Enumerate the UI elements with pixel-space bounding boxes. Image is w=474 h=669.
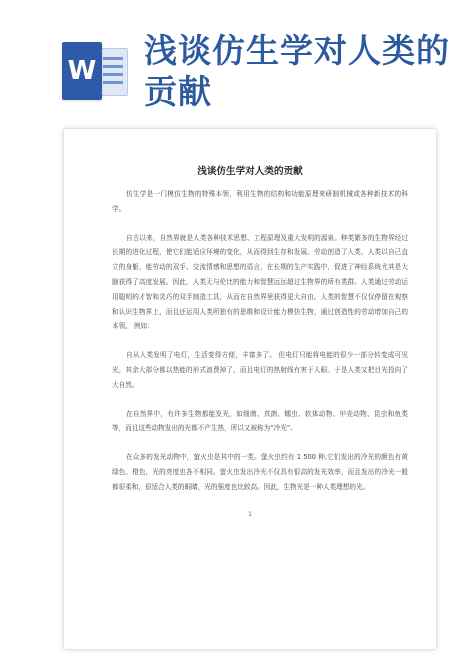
page-number: 1 <box>248 511 252 518</box>
header-banner <box>0 0 474 120</box>
paragraph-electric-light: 自从人类发明了电灯，生活变得方便，丰富多了。 但电灯只能将电能的很少一部分转变成可见光，其余大部分都以热能的形式浪费掉了，而且电灯的热射线有害于人眼。于是人类又把目光投向了大自然。 <box>112 351 408 389</box>
document-page <box>64 129 436 649</box>
page-title: 浅谈仿生学对人类的贡献 <box>144 31 450 111</box>
paragraph-firefly: 在众多的发光动物中，萤火虫是其中的一类。萤火虫约有 1 500 种,它们发出的冷光的颜色有黄绿色、橙色，光的亮度也各不相同。萤火虫发出冷光不仅具有很高的发光效率，而且发出的冷光一般都很柔和，很适合人类的眼睛，光的强度也比较高。因此，生物光是一种人类理想的光。 <box>112 453 408 491</box>
paragraph-intro: 仿生学是一门模仿生物的特殊本领，利用生物的结构和功能原理来研制机械或各种新技术的科学。 <box>112 190 408 213</box>
word-tile <box>62 42 102 100</box>
paragraph-nature: 自古以来，自然界就是人类各种技术思想、工程原理及重大发明的源泉。种类繁多的生物界经过长期的进化过程，使它们能适应环境的变化，从而得到生存和发展。劳动创造了人类，人类以自己直立的身躯、能劳动的双手、交流情感和思想的语言，在长期的生产实践中，促进了神经系统尤其是大脑获得了高度发展。因此，人类无与伦比的能力和智慧远远超过生物界的所有类群。人类通过劳动运用聪明的才智和灵巧的双手制造工具，从而在自然界里获得更大自由。人类的智慧不仅仅停留在观察和认识生物界上，而且还运用人类所独有的思维和设计能力模仿生物，通过创造性的劳动增加自己的本领。 例如： <box>112 233 408 331</box>
microsoft-word-icon <box>62 42 128 100</box>
document-title: 浅谈仿生学对人类的贡献 <box>197 166 303 177</box>
paragraph-luminous-creatures: 在自然界中，有许多生物都能发光，如细菌、真菌、蠕虫、软体动物、甲壳动物、昆虫和鱼类等，而且这些动物发出的光都不产生热，所以又被称为“冷光”。 <box>112 409 408 433</box>
document-body <box>112 187 408 509</box>
word-letter: W <box>67 56 97 86</box>
